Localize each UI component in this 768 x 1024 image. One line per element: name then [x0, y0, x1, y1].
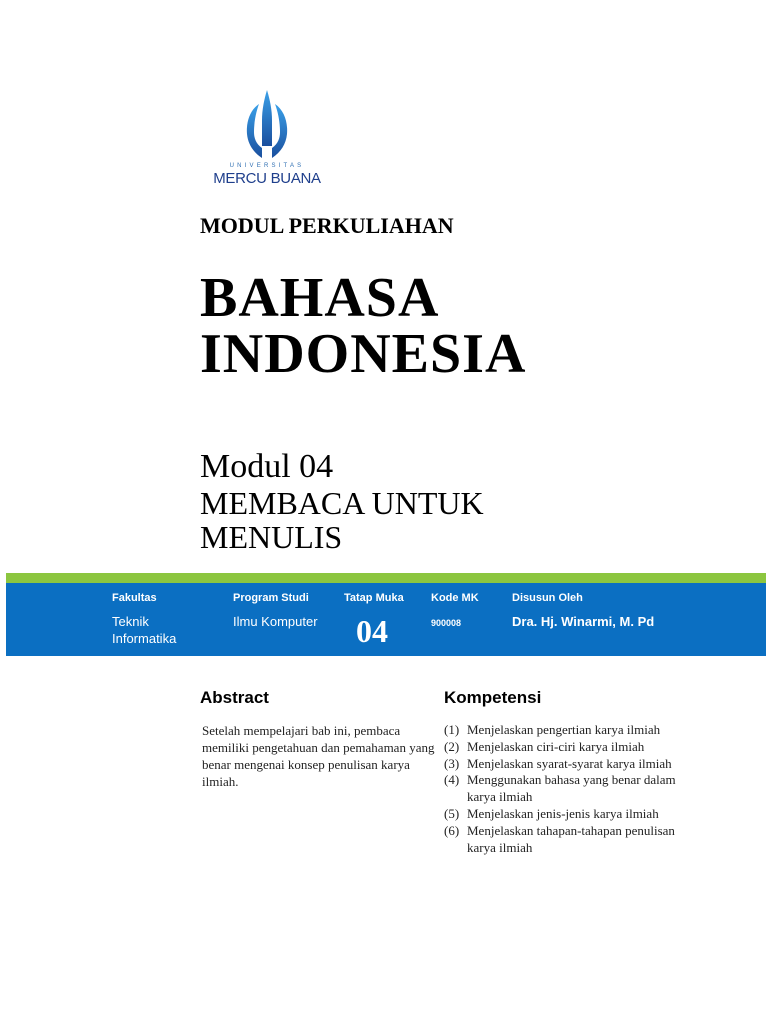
- kode-label: Kode MK: [431, 592, 479, 604]
- list-item: [444, 756, 694, 773]
- list-item-text: Menjelaskan ciri-ciri karya ilmiah: [467, 738, 645, 754]
- list-item: [444, 739, 694, 756]
- list-item: [444, 823, 694, 857]
- competency-list: [444, 722, 694, 856]
- accent-bar: [6, 573, 766, 583]
- abstract-heading: Abstract: [200, 688, 269, 707]
- list-item-number: (2): [444, 738, 460, 754]
- fakultas-value-line2: Informatika: [112, 631, 177, 646]
- tatap-muka-label: Tatap Muka: [344, 592, 404, 604]
- list-item-text: Menjelaskan jenis-jenis karya ilmiah: [467, 805, 659, 821]
- module-number: Modul 04: [200, 448, 334, 485]
- list-item-text: Menjelaskan pengertian karya ilmiah: [467, 722, 661, 737]
- tatap-muka-value: 04: [356, 613, 388, 649]
- disusun-label: Disusun Oleh: [512, 592, 583, 604]
- list-item-text: Menjelaskan tahapan-tahapan penulisan karya ilmiah: [467, 822, 675, 855]
- mercu-buana-emblem-icon: [198, 86, 336, 164]
- module-topic: [200, 486, 484, 554]
- logo-university-label: UNIVERSITAS: [229, 163, 305, 169]
- kode-value: 900008: [431, 618, 462, 628]
- list-item: [444, 772, 694, 806]
- disusun-value: Dra. Hj. Winarmi, M. Pd: [512, 614, 655, 629]
- list-item-number: (4): [444, 772, 460, 788]
- list-item-text: Menggunakan bahasa yang benar dalam karya ilmiah: [467, 772, 676, 805]
- info-band: [6, 583, 766, 656]
- university-logo: [198, 86, 336, 194]
- course-title: [200, 267, 527, 385]
- list-item-text: Menjelaskan syarat-syarat karya ilmiah: [467, 755, 672, 771]
- course-title-line2: INDONESIA: [200, 323, 527, 385]
- logo-name: MERCU BUANA: [213, 170, 321, 187]
- course-title-line1: BAHASA: [200, 267, 440, 329]
- list-item-number: (5): [444, 805, 460, 821]
- list-item-number: (1): [444, 722, 460, 737]
- list-item-number: (6): [444, 822, 460, 838]
- competency-heading: Kompetensi: [444, 688, 542, 707]
- fakultas-value: [112, 613, 176, 647]
- fakultas-label: Fakultas: [112, 592, 157, 604]
- abstract-text: Setelah mempelajari bab ini, pembaca memiliki pengetahuan dan pemahaman yang benar mengenai konsep penulisan karya ilmiah.: [202, 723, 435, 789]
- fakultas-value-line1: Teknik: [112, 614, 149, 629]
- document-type: MODUL PERKULIAHAN: [200, 213, 454, 238]
- module-topic-line2: MENULIS: [200, 519, 343, 555]
- program-label: Program Studi: [233, 592, 309, 604]
- program-value: Ilmu Komputer: [233, 614, 318, 629]
- module-topic-line1: MEMBACA UNTUK: [200, 485, 484, 521]
- list-item: [444, 806, 694, 823]
- list-item: [444, 722, 694, 739]
- list-item-number: (3): [444, 755, 460, 771]
